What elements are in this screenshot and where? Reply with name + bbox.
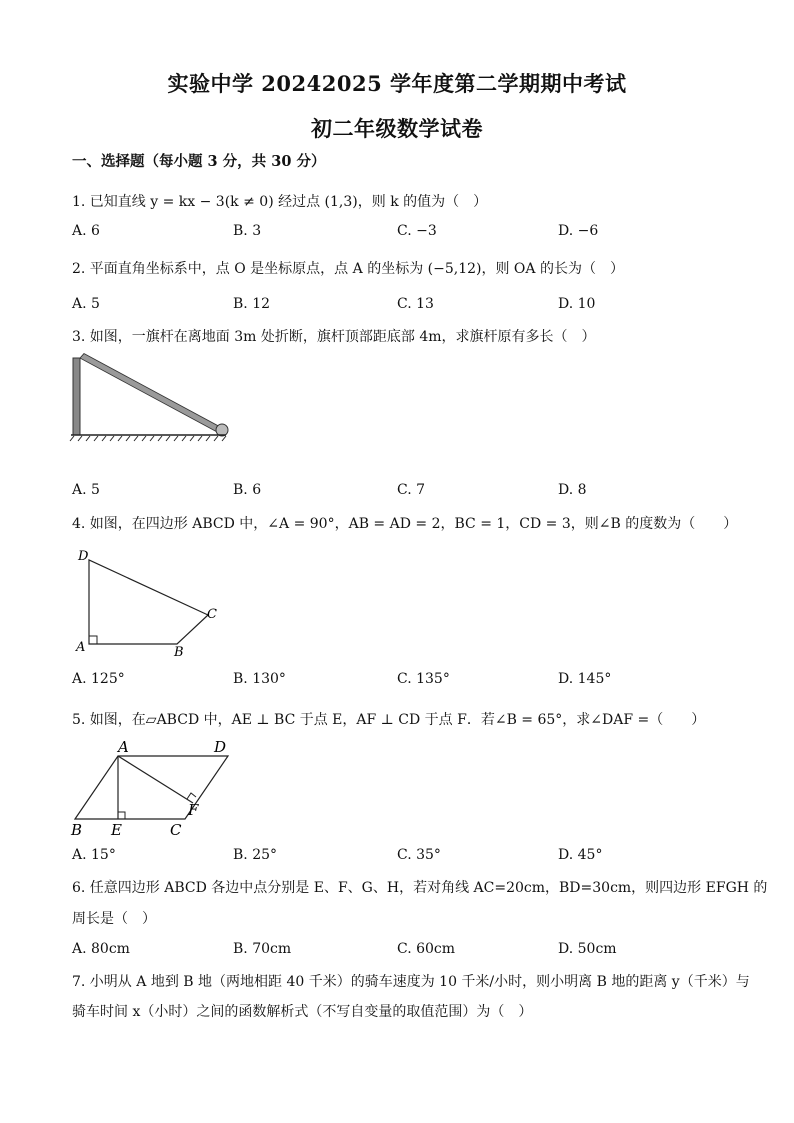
label-a: A xyxy=(118,738,129,756)
option-a[interactable]: A. 15° xyxy=(72,847,116,863)
question-6-text-line-2: 周长是（ ） xyxy=(72,911,156,927)
question-4-options xyxy=(72,671,722,691)
exam-title: 实验中学 20242025 学年度第二学期期中考试 xyxy=(167,71,627,96)
flagpole-standing-part xyxy=(73,358,80,435)
option-c[interactable]: C. 60cm xyxy=(397,941,456,957)
question-5-options xyxy=(72,847,722,867)
label-c: C xyxy=(170,821,182,839)
option-b[interactable]: B. 25° xyxy=(233,847,278,863)
label-d: D xyxy=(78,549,89,564)
flagpole-broken-part xyxy=(80,354,225,435)
right-angle-mark-e xyxy=(118,812,125,819)
question-3-text: 3. 如图，一旗杆在离地面 3m 处折断，旗杆顶部距底部 4m，求旗杆原有多长（ ） xyxy=(72,329,596,345)
option-d[interactable]: D. −6 xyxy=(558,223,599,239)
question-7-text-line-1: 7. 小明从 A 地到 B 地（两地相距 40 千米）的骑车速度为 10 千米/小时，则小明离 B 地的距离 y（千米）与 xyxy=(72,974,750,990)
option-c[interactable]: C. 135° xyxy=(397,671,450,687)
question-1-text: 1. 已知直线 y = kx − 3(k ≠ 0) 经过点 (1,3)，则 k 的值为（ ） xyxy=(72,194,488,210)
question-3-options xyxy=(72,482,722,502)
right-angle-mark-f xyxy=(187,793,196,799)
option-a[interactable]: A. 6 xyxy=(72,223,100,239)
segment-af xyxy=(118,756,193,803)
option-c[interactable]: C. 13 xyxy=(397,296,434,312)
question-5-text: 5. 如图，在▱ABCD 中，AE ⊥ BC 于点 E，AF ⊥ CD 于点 F．若∠B = 65°，求∠DAF =（ ） xyxy=(72,712,706,728)
option-c[interactable]: C. 35° xyxy=(397,847,441,863)
option-c[interactable]: C. −3 xyxy=(397,223,437,239)
label-b: B xyxy=(71,821,83,839)
quadrilateral-outline xyxy=(89,560,208,644)
question-2-options xyxy=(72,296,722,316)
quadrilateral-abcd-figure xyxy=(70,543,230,658)
option-d[interactable]: D. 8 xyxy=(558,482,587,498)
flagpole-top-ball xyxy=(216,424,228,436)
exam-subtitle: 初二年级数学试卷 xyxy=(311,116,483,141)
question-1-options xyxy=(72,223,722,243)
label-c: C xyxy=(207,607,217,622)
parallelogram-outline xyxy=(75,756,228,819)
label-a: A xyxy=(76,640,86,655)
option-d[interactable]: D. 10 xyxy=(558,296,596,312)
section-heading: 一、选择题（每小题 3 分，共 30 分） xyxy=(72,153,326,170)
question-6-text-line-1: 6. 任意四边形 ABCD 各边中点分别是 E、F、G、H，若对角线 AC=20cm，BD=30cm，则四边形 EFGH 的 xyxy=(72,880,768,896)
option-b[interactable]: B. 12 xyxy=(233,296,271,312)
question-4-text: 4. 如图，在四边形 ABCD 中，∠A = 90°，AB = AD = 2，BC = 1，CD = 3，则∠B 的度数为（ ） xyxy=(72,516,738,532)
option-b[interactable]: B. 130° xyxy=(233,671,286,687)
label-d: D xyxy=(214,738,227,756)
right-angle-mark-a xyxy=(89,636,97,644)
option-c[interactable]: C. 7 xyxy=(397,482,426,498)
option-b[interactable]: B. 6 xyxy=(233,482,262,498)
question-7-text-line-2: 骑车时间 x（小时）之间的函数解析式（不写自变量的取值范围）为（ ） xyxy=(72,1004,533,1020)
label-e: E xyxy=(111,821,122,839)
option-d[interactable]: D. 45° xyxy=(558,847,603,863)
option-d[interactable]: D. 50cm xyxy=(558,941,617,957)
label-f: F xyxy=(188,801,199,819)
option-b[interactable]: B. 70cm xyxy=(233,941,292,957)
flagpole-figure xyxy=(68,352,236,442)
question-2-text: 2. 平面直角坐标系中，点 O 是坐标原点，点 A 的坐标为 (−5,12)，则 OA 的长为（ ） xyxy=(72,261,624,277)
question-6-options xyxy=(72,941,722,961)
option-a[interactable]: A. 125° xyxy=(72,671,125,687)
option-a[interactable]: A. 5 xyxy=(72,296,100,312)
option-d[interactable]: D. 145° xyxy=(558,671,612,687)
label-b: B xyxy=(174,645,184,658)
option-a[interactable]: A. 80cm xyxy=(72,941,130,957)
parallelogram-abcd-figure xyxy=(68,737,238,840)
ground-hatching xyxy=(70,436,226,441)
option-a[interactable]: A. 5 xyxy=(72,482,100,498)
option-b[interactable]: B. 3 xyxy=(233,223,262,239)
